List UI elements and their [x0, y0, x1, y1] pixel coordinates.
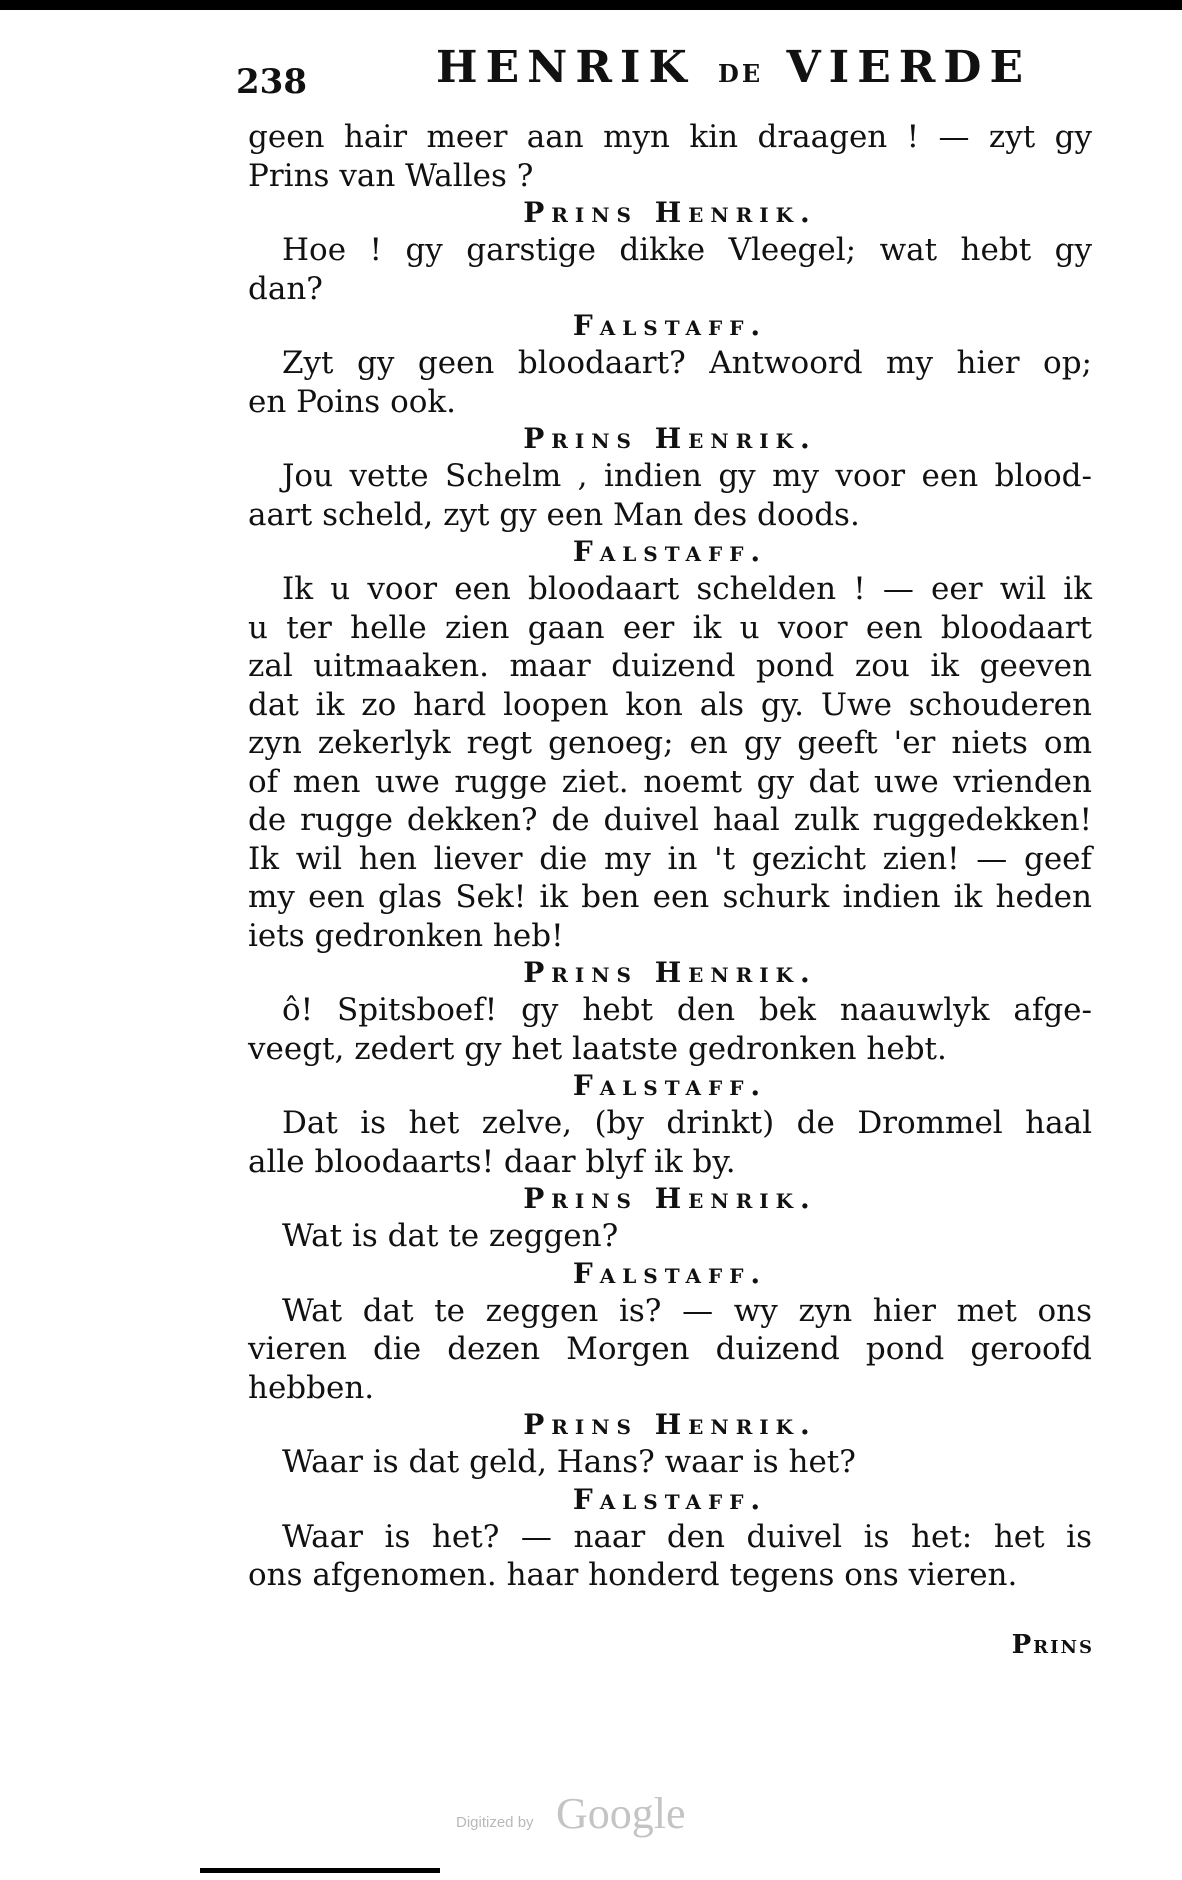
running-title-part2: VIERDE — [786, 42, 1032, 93]
text-line: dat ik zo hard loopen kon als gy. Uwe schouderen — [248, 686, 1092, 723]
text-line: my een glas Sek! ik ben een schurk indien ik heden — [248, 879, 1092, 915]
text-line: en Poins ook. — [248, 383, 457, 420]
running-title — [436, 42, 1031, 93]
text-line: aart scheld, zyt gy een Man des doods. — [248, 496, 860, 533]
text-line: dan? — [248, 270, 323, 307]
speech-entry — [248, 195, 1092, 308]
text-line: of men uwe rugge ziet. noemt gy dat uwe vrienden — [248, 763, 1092, 800]
text-line: vieren die dezen Morgen duizend pond geroofd — [248, 1331, 1092, 1367]
speech-entry — [248, 1181, 1092, 1256]
text-line: veegt, zedert gy het laatste gedronken hebt. — [248, 1030, 947, 1067]
speaker-name: Falstaff. — [572, 309, 768, 342]
text-line: ô! Spitsboef! gy hebt den bek naauwlyk afge- — [282, 992, 1092, 1028]
speaker-name: Prins Henrik. — [523, 956, 817, 989]
speaker-name: Falstaff. — [572, 1256, 768, 1290]
catchword: Prins — [1011, 1630, 1094, 1660]
play-text — [248, 118, 1092, 1595]
bottom-rule — [200, 1868, 440, 1873]
text-line: Wat dat te zeggen is? — wy zyn hier met ons — [282, 1292, 1092, 1329]
speaker-name: Prins Henrik. — [523, 422, 817, 455]
text-line: iets gedronken heb! — [248, 917, 564, 954]
text-line: geen hair meer aan myn kin draagen ! — zyt gy — [248, 119, 1092, 155]
text-line: Jou vette Schelm , indien gy my voor een blood- — [282, 458, 1092, 494]
text-line: hebben. — [248, 1369, 375, 1406]
speech-entry — [248, 1068, 1092, 1181]
page-number: 238 — [236, 62, 307, 102]
speech-entry — [248, 955, 1092, 1068]
text-line: Dat is het zelve, (by drinkt) de Drommel haal — [282, 1105, 1092, 1141]
digitized-watermark — [456, 1788, 716, 1848]
text-line: zyn zekerlyk regt genoeg; en gy geeft 'er niets om — [248, 725, 1092, 761]
google-logo: Google — [556, 1789, 686, 1838]
running-title-part1: HENRIK — [436, 42, 695, 93]
speaker-name: Falstaff. — [572, 1069, 768, 1102]
speech-entry — [248, 1256, 1092, 1408]
speech-entry — [248, 118, 1092, 195]
speaker-name: Prins Henrik. — [523, 1408, 817, 1441]
text-line: Zyt gy geen bloodaart? Antwoord my hier op; — [282, 345, 1092, 381]
digitized-by-label: Digitized by — [456, 1814, 534, 1831]
text-line: ons afgenomen. haar honderd tegens ons vieren. — [248, 1557, 1018, 1593]
speech-entry — [248, 1407, 1092, 1482]
speaker-name: Falstaff. — [572, 1482, 768, 1516]
page-header — [236, 40, 1096, 110]
text-line: Waar is dat geld, Hans? waar is het? — [282, 1444, 856, 1480]
text-line: Waar is het? — naar den duivel is het: het is — [282, 1518, 1092, 1555]
text-line: zal uitmaaken. maar duizend pond zou ik geeven — [248, 648, 1092, 684]
text-line: Ik wil hen liever die my in 't gezicht zien! — geef — [248, 840, 1092, 877]
speaker-name: Falstaff. — [572, 535, 768, 568]
text-line: Prins van Walles ? — [248, 157, 534, 194]
speaker-name: Prins Henrik. — [523, 1182, 817, 1215]
text-line: Ik u voor een bloodaart schelden ! — eer wil ik — [282, 571, 1092, 607]
speaker-name: Prins Henrik. — [523, 196, 817, 229]
running-title-de: DE — [718, 59, 764, 88]
top-rule — [0, 0, 1182, 10]
speech-entry — [248, 534, 1092, 955]
text-line: u ter helle zien gaan eer ik u voor een bloodaart — [248, 609, 1092, 646]
speech-entry — [248, 421, 1092, 534]
text-line: Wat is dat te zeggen? — [282, 1218, 619, 1254]
text-line: Hoe ! gy garstige dikke Vleegel; wat hebt gy — [282, 232, 1092, 268]
speech-entry — [248, 1482, 1092, 1595]
text-line: de rugge dekken? de duivel haal zulk ruggedekken! — [248, 802, 1092, 838]
speech-entry — [248, 308, 1092, 421]
text-line: alle bloodaarts! daar blyf ik by. — [248, 1143, 736, 1180]
